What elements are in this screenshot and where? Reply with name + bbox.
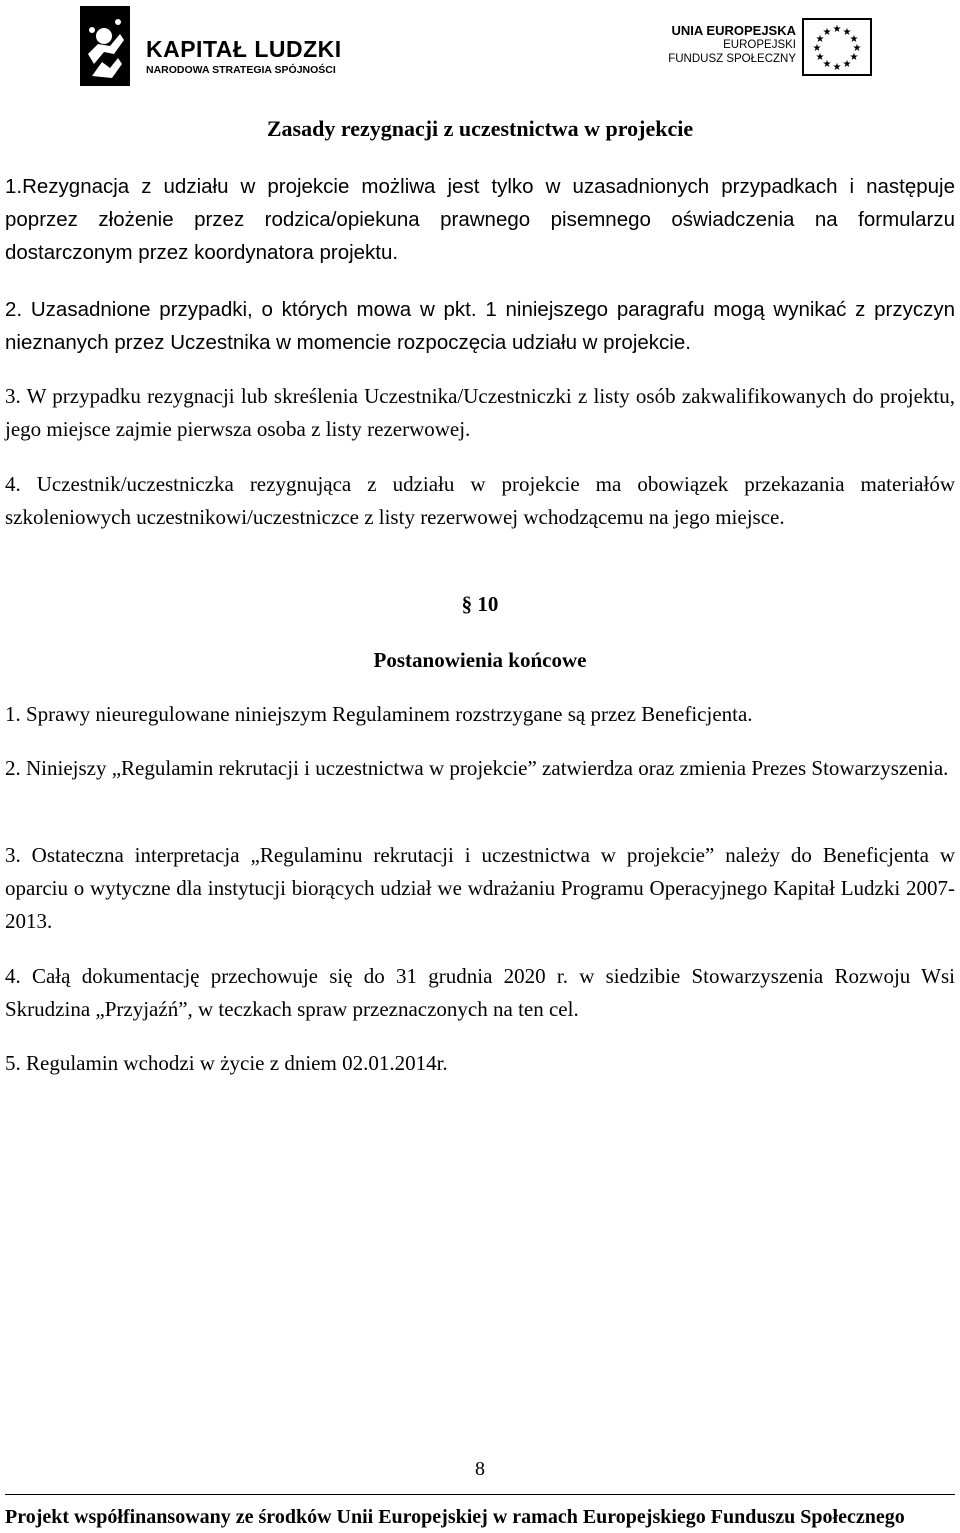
kapital-ludzki-subtitle: NARODOWA STRATEGIA SPÓJNOŚCI [146,64,336,76]
eu-logo-line3: FUNDUSZ SPOŁECZNY [668,53,796,65]
svg-text:★: ★ [812,43,822,54]
svg-text:★: ★ [852,43,862,54]
eu-logo [660,14,900,78]
kapital-ludzki-title: KAPITAŁ LUDZKI [146,36,342,62]
rule-3: 3. W przypadku rezygnacji lub skreślenia Uczestnika/Uczestniczki z listy osób zakwalifikowanych do projektu, jego miejsce zajmie pierwsza osoba z listy rezerwowej. [5,384,955,441]
svg-text:★: ★ [849,34,859,45]
document-title: Zasady rezygnacji z uczestnictwa w projekcie [266,116,694,141]
svg-text:★: ★ [822,59,832,70]
eu-logo-text [668,24,796,66]
final-provision-5: 5. Regulamin wchodzi w życie z dniem 02.01.2014r. [5,1051,448,1075]
final-provision-2: 2. Niniejszy „Regulamin rekrutacji i uczestnictwa w projekcie” zatwierdza oraz zmienia Prezes Stowarzyszenia. [5,756,949,780]
svg-text:★: ★ [832,24,842,35]
svg-text:★: ★ [849,52,859,63]
svg-text:★: ★ [842,59,852,70]
svg-text:★: ★ [832,62,842,73]
svg-text:★: ★ [842,27,852,38]
eu-logo-line2: EUROPEJSKI [723,39,796,51]
footer-text: Projekt współfinansowany ze środków Unii Europejskiej w ramach Europejskiego Funduszu Społecznego [5,1506,905,1528]
section-number: § 10 [461,592,499,616]
page-number: 8 [475,1458,485,1480]
final-provision-3: 3. Ostateczna interpretacja „Regulaminu rekrutacji i uczestnictwa w projekcie” należy do Beneficjenta w oparciu o wytyczne dla instytucji biorących udział we wdrażaniu Programu Operacyjnego Kapitał Ludzki 2007-2013. [5,843,955,933]
eu-flag-icon [802,18,872,76]
kapital-ludzki-logo [74,6,342,88]
rule-2: 2. Uzasadnione przypadki, o których mowa w pkt. 1 niniejszego paragrafu mogą wynikać z przyczyn nieznanych przez Uczestnika w momencie rozpoczęcia udziału w projekcie. [5,298,955,354]
page-header [0,0,960,100]
section-title: Postanowienia końcowe [373,648,587,672]
kapital-ludzki-logo-icon [74,6,132,88]
svg-text:★: ★ [815,34,825,45]
rule-4: 4. Uczestnik/uczestniczka rezygnująca z udziału w projekcie ma obowiązek przekazania materiałów szkoleniowych uczestnikowi/uczestniczce z listy rezerwowej wchodzącemu na jego miejsce. [5,472,955,529]
footer-divider [5,1494,955,1495]
final-provision-1: 1. Sprawy nieuregulowane niniejszym Regulaminem rozstrzygane są przez Beneficjenta. [5,702,753,726]
final-provision-4: 4. Całą dokumentację przechowuje się do 31 grudnia 2020 r. w siedzibie Stowarzyszenia Rozwoju Wsi Skrudzina „Przyjaźń”, w teczkach spraw przeznaczonych na ten cel. [5,964,955,1021]
svg-text:★: ★ [815,52,825,63]
rule-1: 1.Rezygnacja z udziału w projekcie możliwa jest tylko w uzasadnionych przypadkach i następuje poprzez złożenie przez rodzica/opiekuna prawnego pisemnego oświadczenia na formularzu dostarczonym przez koordynatora projektu. [5,175,955,264]
eu-logo-line1: UNIA EUROPEJSKA [671,23,796,38]
svg-text:★: ★ [822,27,832,38]
